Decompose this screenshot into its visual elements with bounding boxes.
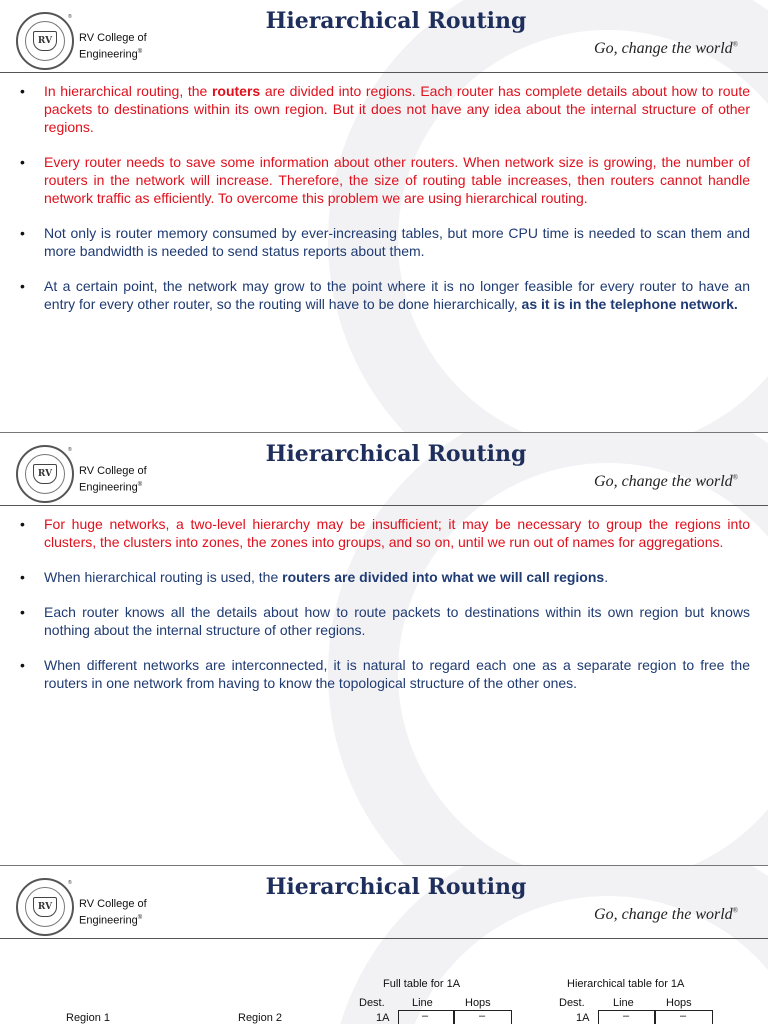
slide-1 xyxy=(0,0,768,433)
slide-header: RV ® RV College of Engineering® Hierarchical Routing Go, change the world® xyxy=(0,433,768,506)
college-logo-icon: RV xyxy=(16,12,74,70)
bullet-item: • Every router needs to save some information about other routers. When network size is growing, the number of routers in the network will increase. Therefore, the size of routing table increases, then routers cannot handle network traffic as efficiently. To overcome this problem we are using hierarchical routing. xyxy=(18,153,750,207)
cell-dash: – xyxy=(623,1010,630,1022)
college-name: RV College of Engineering® xyxy=(79,898,147,927)
bullet-item: • When hierarchical routing is used, the routers are divided into what we will call regions. xyxy=(18,568,750,586)
col-hops: Hops xyxy=(666,997,692,1009)
bullet-list xyxy=(18,82,750,330)
region-1-label: Region 1 xyxy=(66,1012,111,1024)
region-2-label: Region 2 xyxy=(238,1012,283,1024)
full-table-caption: Full table for 1A xyxy=(383,978,461,990)
college-name: RV College of Engineering® xyxy=(79,465,147,494)
tagline: Go, change the world® xyxy=(594,40,738,57)
routing-tables-figure xyxy=(0,966,768,1024)
cell-dash: – xyxy=(680,1010,687,1022)
slide-header: RV ® RV College of Engineering® Hierarchical Routing Go, change the world® xyxy=(0,866,768,939)
col-dest: Dest. xyxy=(359,997,385,1009)
col-dest: Dest. xyxy=(559,997,585,1009)
bullet-item: • Not only is router memory consumed by ever-increasing tables, but more CPU time is needed to scan them and more bandwidth is needed to send status reports about them. xyxy=(18,224,750,260)
row-dest: 1A xyxy=(376,1012,390,1024)
slide-title: Hierarchical Routing xyxy=(265,874,527,900)
slide-header: RV ® RV College of Engineering® Hierarchical Routing Go, change the world® xyxy=(0,0,768,73)
college-logo-icon: RV xyxy=(16,878,74,936)
slide-2 xyxy=(0,433,768,866)
bullet-item: • Each router knows all the details about how to route packets to destinations within its own region but knows nothing about the internal structure of other regions. xyxy=(18,603,750,639)
bullet-item: • For huge networks, a two-level hierarchy may be insufficient; it may be necessary to group the regions into clusters, the clusters into zones, the zones into groups, and so on, until we run out of names for aggregations. xyxy=(18,515,750,551)
tagline: Go, change the world® xyxy=(594,473,738,490)
bullet-item: • When different networks are interconnected, it is natural to regard each one as a separate region to free the routers in one network from having to know the topological structure of the other ones. xyxy=(18,656,750,692)
tagline: Go, change the world® xyxy=(594,906,738,923)
college-name: RV College of Engineering® xyxy=(79,32,147,61)
col-line: Line xyxy=(613,997,634,1009)
slide-3 xyxy=(0,866,768,1024)
cell-dash: – xyxy=(479,1010,486,1022)
row-dest: 1A xyxy=(576,1012,590,1024)
bullet-item: • In hierarchical routing, the routers are divided into regions. Each router has complete details about how to route packets to destinations within its own region. But it does not have any idea about the internal structure of other regions. xyxy=(18,82,750,136)
col-hops: Hops xyxy=(465,997,491,1009)
bullet-list xyxy=(18,515,750,709)
bullet-item: • At a certain point, the network may grow to the point where it is no longer feasible for every router to have an entry for every other router, so the routing will have to be done hierarchically, as it is in the telephone network. xyxy=(18,277,750,313)
hier-table-caption: Hierarchical table for 1A xyxy=(567,978,685,990)
college-logo-icon: RV xyxy=(16,445,74,503)
slide-title: Hierarchical Routing xyxy=(265,8,527,34)
slide-title: Hierarchical Routing xyxy=(265,441,527,467)
col-line: Line xyxy=(412,997,433,1009)
cell-dash: – xyxy=(422,1010,429,1022)
